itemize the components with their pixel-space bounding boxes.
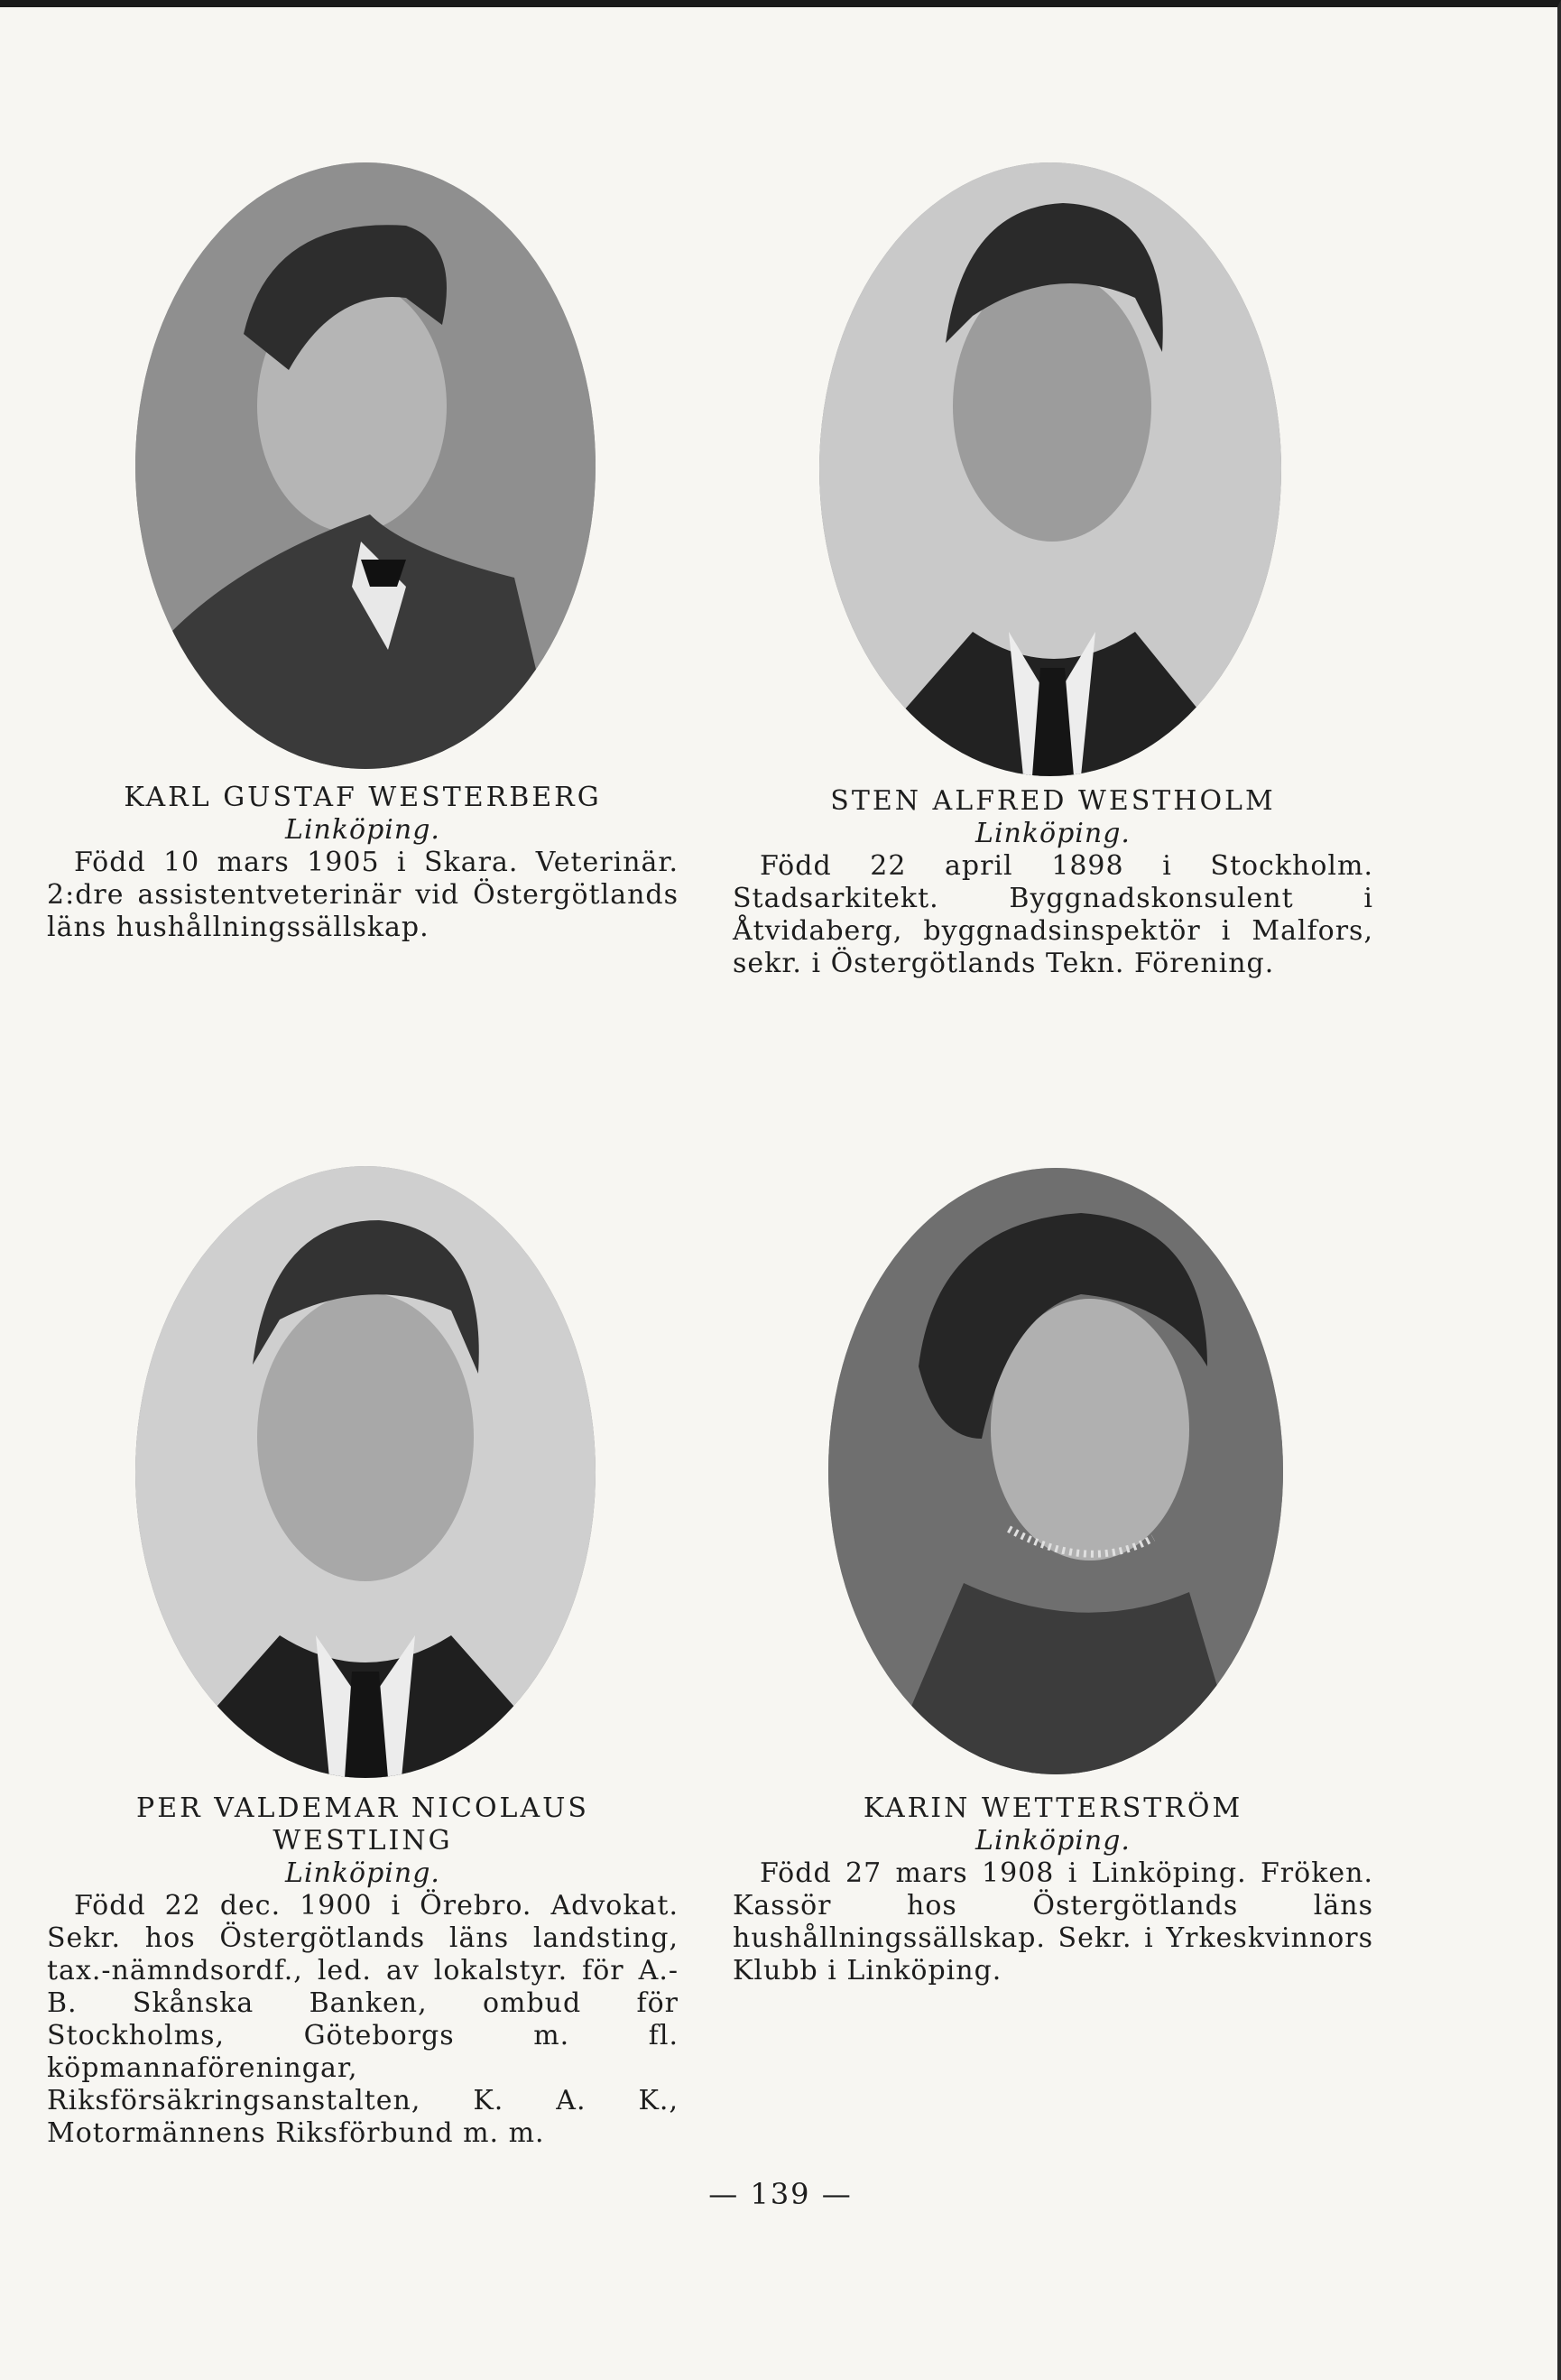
portrait-man-profile-icon — [135, 162, 596, 769]
person-place: Linköping. — [975, 818, 1131, 849]
entry-caption-2 — [733, 785, 1373, 980]
person-bio: Född 22 dec. 1900 i Örebro. Advokat. Sekr. hos Östergötlands läns landsting, tax.-nämndsordf., led. av lokalstyr. för A.-B. Skånska Banken, ombud för Stockholms, Göteborgs m. fl. köpmannaföreningar, Riksförsäkringsanstalten, K. A. K., Motormännens Riksförbund m. m. — [47, 1890, 679, 2149]
person-name: KARL GUSTAF WESTERBERG — [124, 782, 602, 813]
entry-caption-3 — [47, 1792, 679, 2150]
person-place: Linköping. — [285, 814, 440, 846]
person-bio: Född 22 april 1898 i Stockholm. Stadsarkitekt. Byggnadskonsulent i Åtvidaberg, byggnadsinspektör i Malfors, sekr. i Östergötlands Tekn. Förening. — [733, 850, 1373, 979]
portrait-man-icon — [135, 1166, 596, 1778]
person-name: PER VALDEMAR NICOLAUS WESTLING — [136, 1792, 589, 1857]
portrait-photo-1 — [135, 162, 596, 769]
portrait-woman-icon — [828, 1168, 1283, 1774]
portrait-photo-4 — [828, 1168, 1283, 1774]
portrait-man-icon — [819, 162, 1281, 776]
person-place: Linköping. — [285, 1857, 440, 1889]
entry-caption-4 — [733, 1792, 1373, 1987]
entry-caption-1 — [47, 782, 679, 944]
person-bio: Född 27 mars 1908 i Linköping. Fröken. Kassör hos Östergötlands läns hushållningssällskap. Sekr. i Yrkeskvinnors Klubb i Linköping. — [733, 1857, 1373, 1986]
person-place: Linköping. — [975, 1825, 1131, 1857]
portrait-photo-2 — [819, 162, 1281, 776]
page-number: — 139 — — [708, 2177, 853, 2211]
person-bio: Född 10 mars 1905 i Skara. Veterinär. 2:dre assistentveterinär vid Östergötlands läns hushållningssällskap. — [47, 847, 679, 943]
portrait-photo-3 — [135, 1166, 596, 1778]
person-name: KARIN WETTERSTRÖM — [863, 1792, 1243, 1824]
person-name: STEN ALFRED WESTHOLM — [830, 785, 1276, 817]
